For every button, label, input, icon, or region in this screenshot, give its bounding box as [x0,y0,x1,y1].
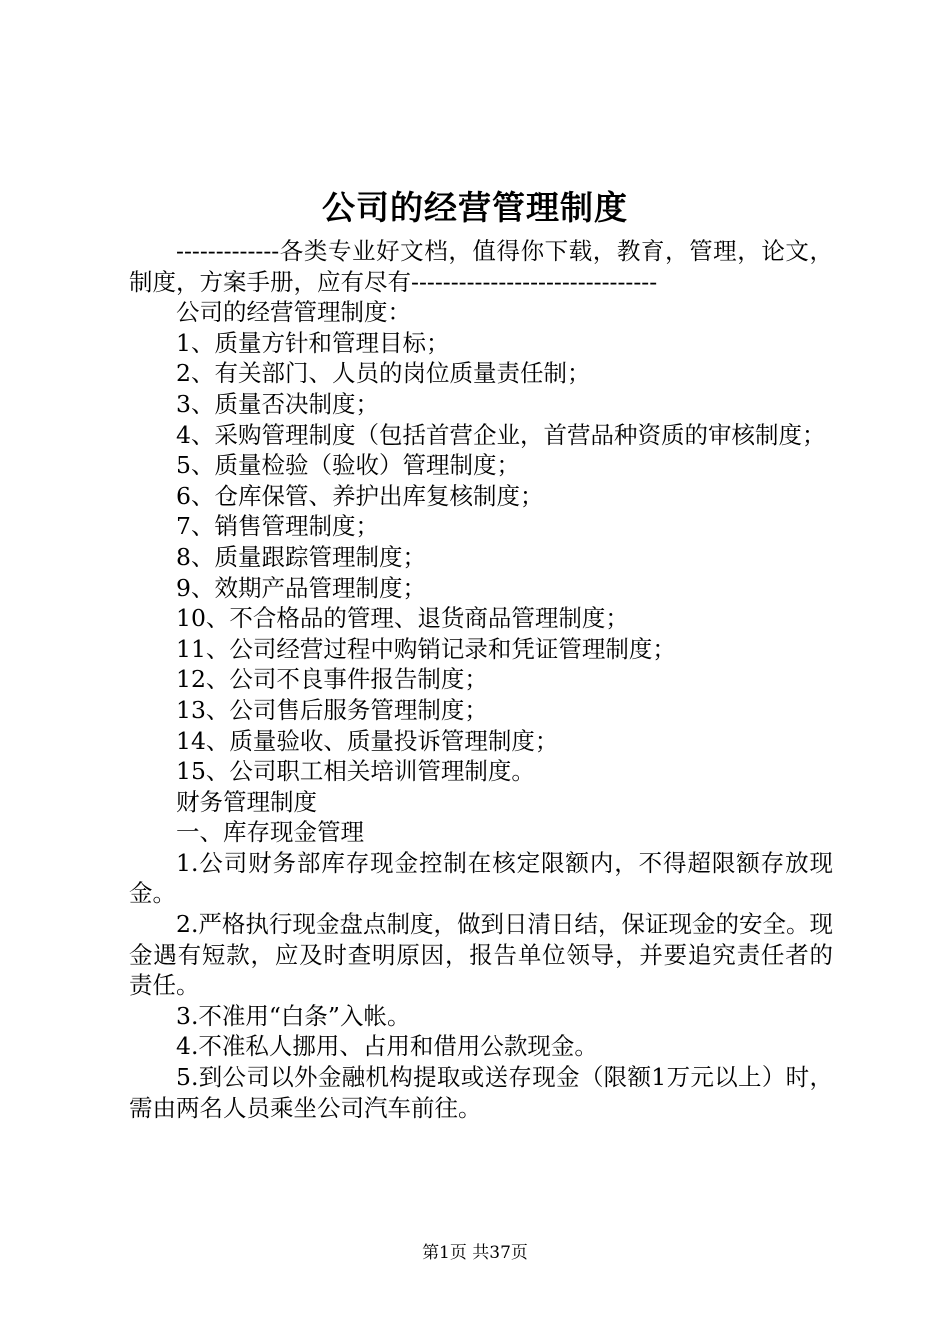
list-item: 10、不合格品的管理、退货商品管理制度； [176,604,629,633]
list-item: 12、公司不良事件报告制度； [176,665,488,694]
paragraph: 5.到公司以外金融机构提取或送存现金（限额1万元以上）时，需由两名人员乘坐公司汽车前往。 [129,1063,833,1122]
list-item: 7、销售管理制度； [176,512,379,541]
section-heading: 财务管理制度 [176,787,317,816]
list-item: 9、效期产品管理制度； [176,573,426,602]
list-item: 6、仓库保管、养护出库复核制度； [176,481,544,510]
list-item: 3、质量否决制度； [176,389,379,418]
subsection-heading: 一、库存现金管理 [176,818,364,847]
list-item: 1、质量方针和管理目标； [176,328,450,357]
list-item: 13、公司售后服务管理制度； [176,695,488,724]
list-item: 14、质量验收、质量投诉管理制度； [176,726,559,755]
paragraph: 公司的经营管理制度： [176,298,411,327]
list-item: 11、公司经营过程中购销记录和凭证管理制度； [176,634,676,663]
document-title: 公司的经营管理制度 [322,188,628,227]
document-body [129,236,833,1123]
paragraph: 3.不准用“白条”入帐。 [176,1001,411,1030]
paragraph: 1.公司财务部库存现金控制在核定限额内，不得超限额存放现金。 [129,848,833,908]
intro-paragraph: -------------各类专业好文档，值得你下载，教育，管理，论文，制度，方案手册，应有尽有------------------------------- [129,237,833,296]
paragraph: 2.严格执行现金盘点制度，做到日清日结，保证现金的安全。现金遇有短款，应及时查明原因，报告单位领导，并要追究责任者的责任。 [129,910,833,1000]
list-item: 4、采购管理制度（包括首营企业，首营品种资质的审核制度； [176,420,826,449]
list-item: 8、质量跟踪管理制度； [176,542,426,571]
paragraph: 4.不准私人挪用、占用和借用公款现金。 [176,1032,598,1061]
list-item: 15、公司职工相关培训管理制度。 [176,757,535,786]
list-item: 5、质量检验（验收）管理制度； [176,451,520,480]
list-item: 2、有关部门、人员的岗位质量责任制； [176,359,591,388]
page-footer: 第1页 共37页 [422,1243,528,1263]
